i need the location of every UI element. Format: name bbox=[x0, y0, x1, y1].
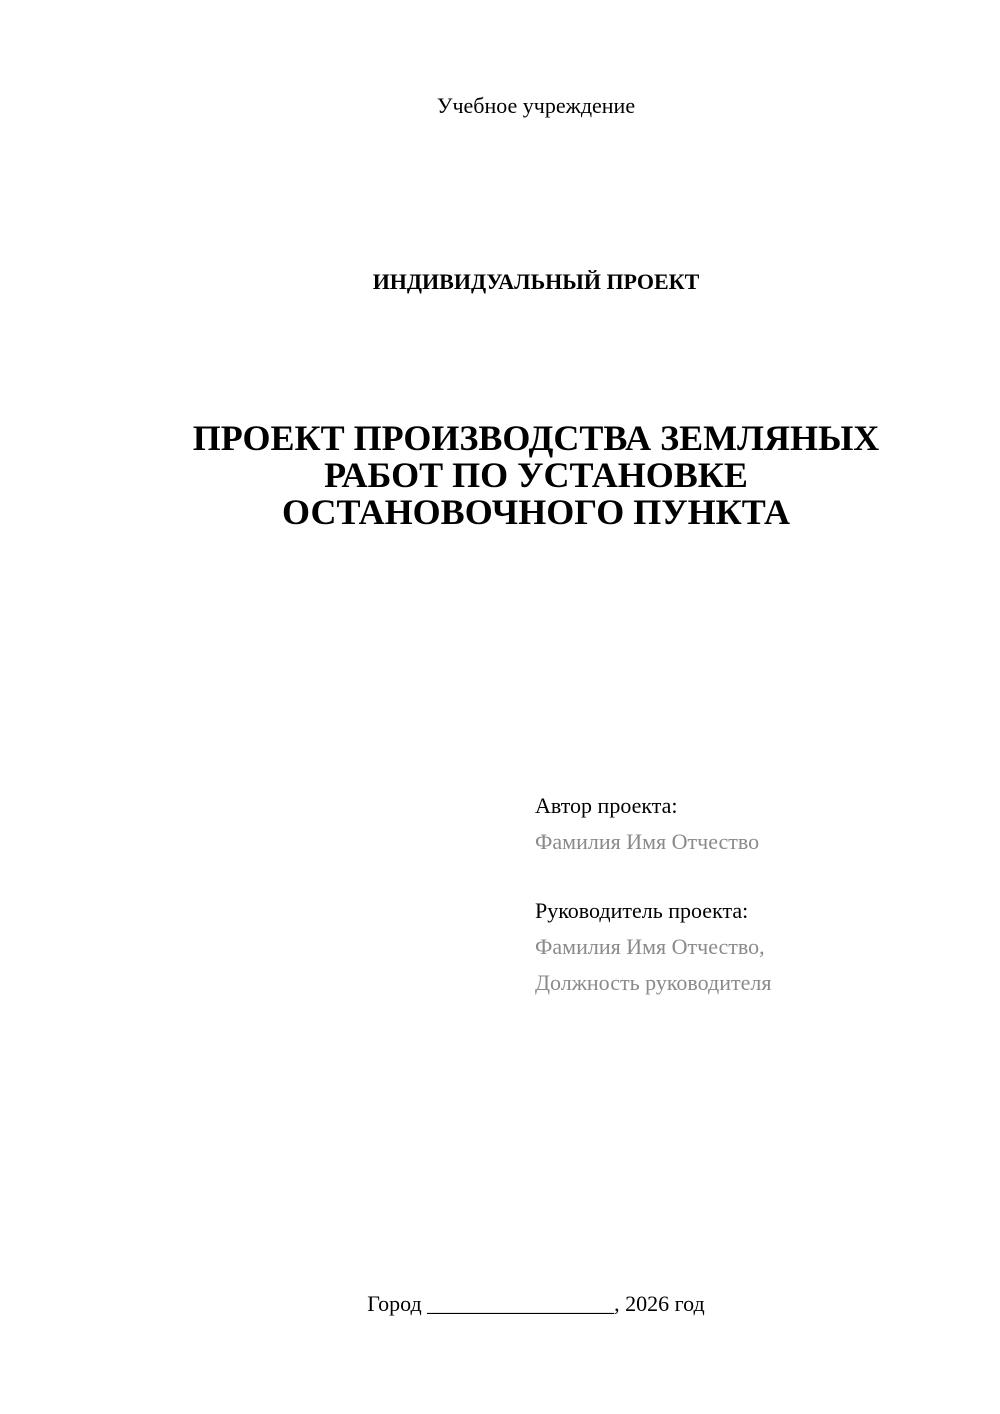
supervisor-name-placeholder: Фамилия Имя Отчество, bbox=[535, 934, 765, 959]
project-type-heading: ИНДИВИДУАЛЬНЫЙ ПРОЕКТ bbox=[372, 269, 700, 294]
institution-name: Учебное учреждение bbox=[436, 93, 636, 118]
project-title bbox=[150, 420, 922, 531]
supervisor-block bbox=[535, 893, 975, 1001]
author-name-placeholder: Фамилия Имя Отчество bbox=[535, 829, 760, 854]
supervisor-position-placeholder: Должность руководителя bbox=[535, 970, 772, 995]
supervisor-label: Руководитель проекта: bbox=[535, 898, 749, 923]
project-title-line: РАБОТ ПО УСТАНОВКЕ bbox=[324, 455, 748, 495]
author-block bbox=[535, 788, 975, 860]
project-title-line: ПРОЕКТ ПРОИЗВОДСТВА ЗЕМЛЯНЫХ bbox=[192, 418, 880, 458]
city-year-line: Город _________________, 2026 год bbox=[367, 1291, 705, 1316]
author-label: Автор проекта: bbox=[535, 793, 678, 818]
project-title-line: ОСТАНОВОЧНОГО ПУНКТА bbox=[282, 492, 790, 532]
